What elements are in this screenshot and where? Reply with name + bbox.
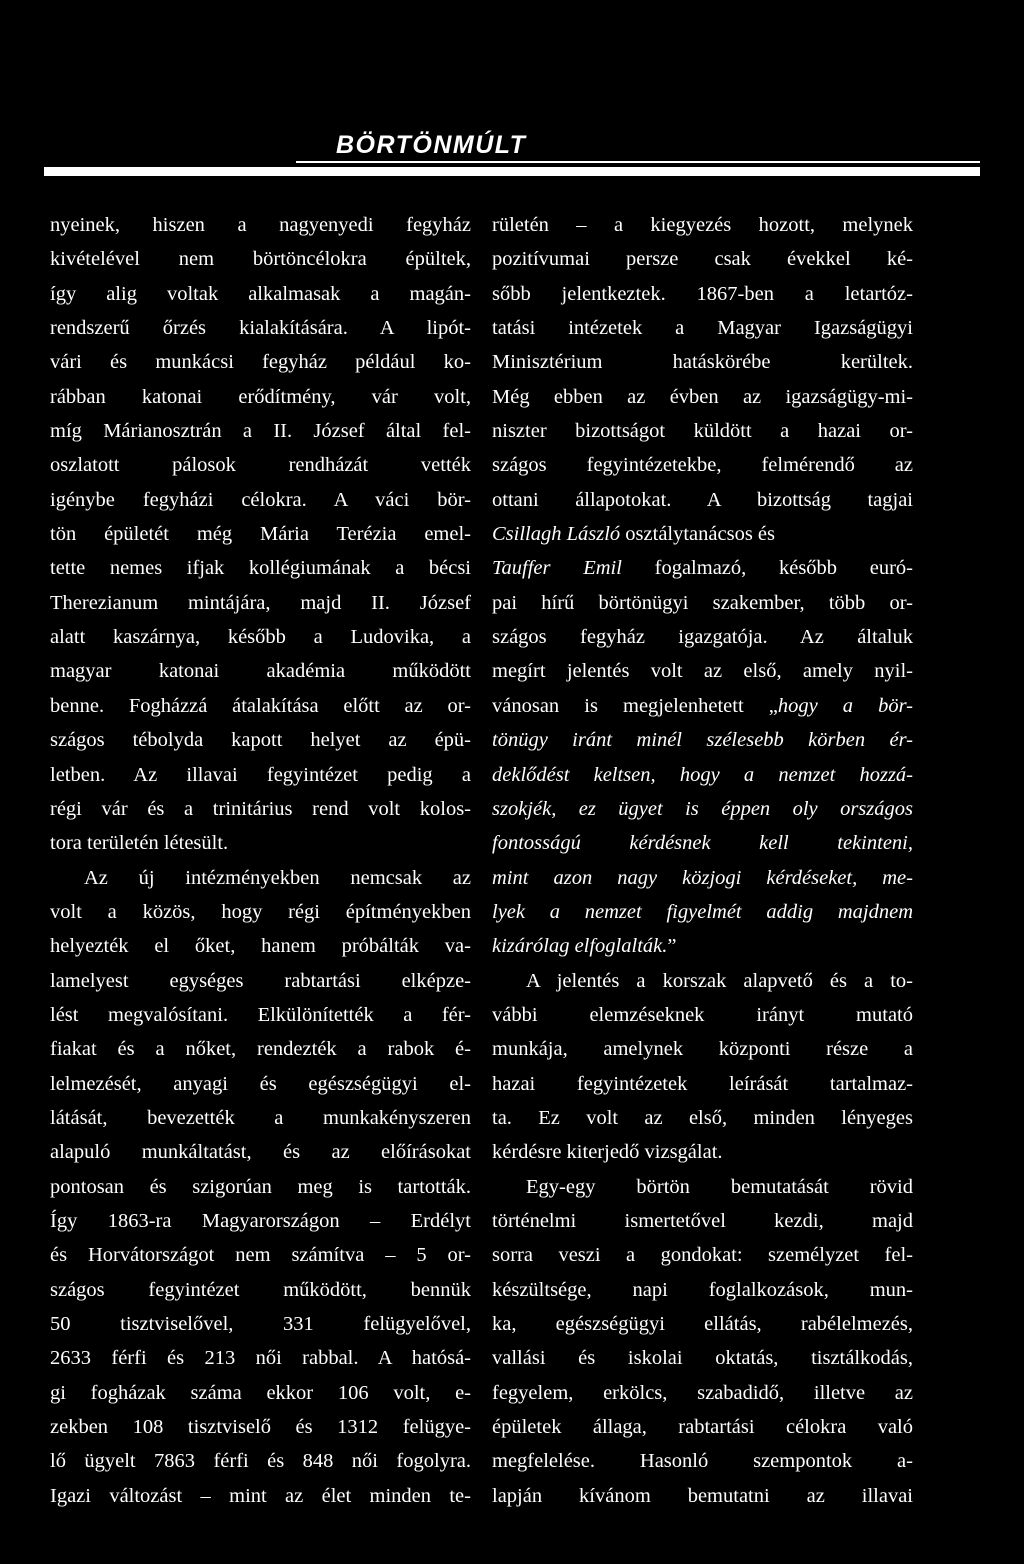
text-line: pontosan és szigorúan meg is tartották. [50, 1175, 471, 1198]
text-line: szágos fegyház igazgatója. Az általuk [492, 626, 913, 649]
text-line: igénybe fegyházi célokra. A váci bör- [50, 488, 471, 511]
text-line: tette nemes ifjak kollégiumának a bécsi [50, 557, 471, 580]
running-header [44, 128, 980, 188]
text-line: magyar katonai akadémia működött [50, 660, 471, 683]
text-line: fegyelem, erkölcs, szabadidő, illetve az [492, 1381, 913, 1404]
text-line: 50 tisztviselővel, 331 felügyelővel, [50, 1313, 471, 1335]
text-run: kizárólag elfoglalták. [492, 935, 668, 958]
text-line [492, 689, 913, 723]
text-line: így alig voltak alkalmasak a magán- [50, 282, 471, 305]
text-line: niszter bizottságot küldött a hazai or- [492, 420, 913, 443]
text-line: sorra veszi a gondokat: személyzet fel- [492, 1244, 913, 1267]
text-line: megírt jelentés volt az első, amely nyil- [492, 660, 913, 683]
text-line: hazai fegyintézetek leírását tartalmaz- [492, 1072, 913, 1095]
text-line: 2633 férfi és 213 női rabbal. A hatósá- [50, 1347, 471, 1370]
text-columns [50, 208, 930, 1507]
text-line [492, 551, 913, 585]
text-line: régi vár és a trinitárius rend volt kolos- [50, 797, 471, 820]
text-line: vábbi elemzéseknek irányt mutató [492, 1003, 913, 1026]
text-line: ka, egészségügyi ellátás, rabélelmezés, [492, 1313, 913, 1335]
text-line: lamelyest egységes rabtartási elképze- [50, 969, 471, 992]
text-line: lyek a nemzet figyelmét addig majdnem [492, 900, 913, 923]
text-run: osztálytanácsos és [620, 523, 776, 546]
text-line: benne. Fogházzá átalakítása előtt az or- [50, 694, 471, 717]
text-run: fogalmazó, később euró- [621, 557, 913, 580]
text-line: deklődést keltsen, hogy a nemzet hozzá- [492, 763, 913, 786]
text-line: munkája, amelynek központi része a [492, 1038, 913, 1061]
text-line [492, 517, 913, 551]
text-line: alatt kaszárnya, később a Ludovika, a [50, 626, 471, 649]
text-line: A jelentés a korszak alapvető és a to- [526, 969, 913, 992]
header-underline [296, 161, 980, 163]
text-line: gi fogházak száma ekkor 106 volt, e- [50, 1381, 471, 1404]
text-line: rendszerű őrzés kialakítására. A lipót- [50, 317, 471, 340]
text-line: épületek állaga, rabtartási célokra való [492, 1416, 913, 1439]
text-run: Csillagh László [492, 523, 621, 546]
text-line: sőbb jelentkeztek. 1867-ben a letartóz- [492, 282, 913, 305]
text-line: szágos fegyintézetekbe, felmérendő az [492, 454, 913, 477]
left-column [50, 208, 471, 1513]
text-line: történelmi ismertetővel kezdi, majd [492, 1209, 913, 1232]
text-line: Így 1863-ra Magyarországon – Erdélyt [50, 1209, 471, 1232]
text-line: volt a közös, hogy régi építményekben [50, 900, 471, 923]
text-line: vári és munkácsi fegyház például ko- [50, 351, 471, 374]
text-line: szágos fegyintézet működött, bennük [50, 1278, 471, 1301]
text-run: hogy a bör- [777, 694, 913, 717]
text-line: szokjék, ez ügyet is éppen oly országos [492, 797, 913, 820]
text-line: rábban katonai erődítmény, vár volt, [50, 385, 471, 408]
text-line: pozitívumai persze csak évekkel ké- [492, 248, 913, 271]
text-line: mint azon nagy közjogi kérdéseket, me- [492, 866, 913, 889]
text-line: lő ügyelt 7863 férfi és 848 női fogolyra. [50, 1450, 471, 1473]
text-line: letben. Az illavai fegyintézet pedig a [50, 763, 471, 786]
text-line: tönügy iránt minél szélesebb körben ér- [492, 729, 913, 752]
text-line: ta. Ez volt az első, minden lényeges [492, 1106, 913, 1129]
text-line: ottani állapotokat. A bizottság tagjai [492, 488, 913, 511]
header-title: BÖRTÖNMÚLT [336, 131, 527, 159]
text-line: lapján kívánom bemutatni az illavai [492, 1484, 913, 1507]
text-line: tön épületét még Mária Terézia emel- [50, 523, 471, 546]
text-line: rületén – a kiegyezés hozott, melynek [492, 214, 913, 236]
text-line: Minisztérium hatáskörébe kerültek. [492, 351, 913, 374]
text-line: Az új intézményekben nemcsak az [84, 866, 471, 889]
text-line: kivételével nem börtöncélokra épültek, [50, 248, 471, 271]
text-line: fiakat és a nőket, rendezték a rabok é- [50, 1038, 471, 1061]
text-run: ” [667, 935, 677, 958]
text-line: megfelelése. Hasonló szempontok a- [492, 1450, 913, 1473]
text-line: nyeinek, hiszen a nagyenyedi fegyház [50, 214, 471, 236]
text-line: vallási és iskolai oktatás, tisztálkodás, [492, 1347, 913, 1370]
text-line: lelmezését, anyagi és egészségügyi el- [50, 1072, 471, 1095]
text-line: tora területén létesült. [50, 832, 229, 855]
text-line: fontosságú kérdésnek kell tekinteni, [492, 832, 913, 855]
text-line: látását, bevezették a munkakényszeren [50, 1106, 471, 1129]
text-line [492, 929, 913, 963]
text-line: Egy-egy börtön bemutatását rövid [526, 1175, 913, 1198]
text-line: alapuló munkáltatást, és az előírásokat [50, 1141, 471, 1164]
text-line: és Horvátországot nem számítva – 5 or- [50, 1244, 471, 1267]
text-line: pai hírű börtönügyi szakember, több or- [492, 591, 913, 614]
text-line: oszlatott pálosok rendházát vették [50, 454, 471, 477]
text-line: készültsége, napi foglalkozások, mun- [492, 1278, 913, 1301]
text-run: Tauffer Emil [492, 557, 622, 580]
text-line: lést megvalósítani. Elkülönítették a fér- [50, 1003, 471, 1026]
header-rule [44, 167, 980, 176]
text-run: vánosan is megjelenhetett „ [492, 694, 778, 717]
text-line: Igazi változást – mint az élet minden te- [50, 1484, 471, 1507]
text-line: Therezianum mintájára, majd II. József [50, 591, 471, 614]
text-line: Még ebben az évben az igazságügy-mi- [492, 385, 913, 408]
right-column [492, 208, 913, 1513]
text-line: szágos tébolyda kapott helyet az épü- [50, 729, 471, 752]
text-line: kérdésre kiterjedő vizsgálat. [492, 1141, 723, 1164]
text-line: míg Márianosztrán a II. József által fel- [50, 420, 471, 443]
text-line: zekben 108 tisztviselő és 1312 felügye- [50, 1416, 471, 1439]
text-line: helyezték el őket, hanem próbálták va- [50, 935, 471, 958]
text-line: tatási intézetek a Magyar Igazságügyi [492, 317, 913, 340]
